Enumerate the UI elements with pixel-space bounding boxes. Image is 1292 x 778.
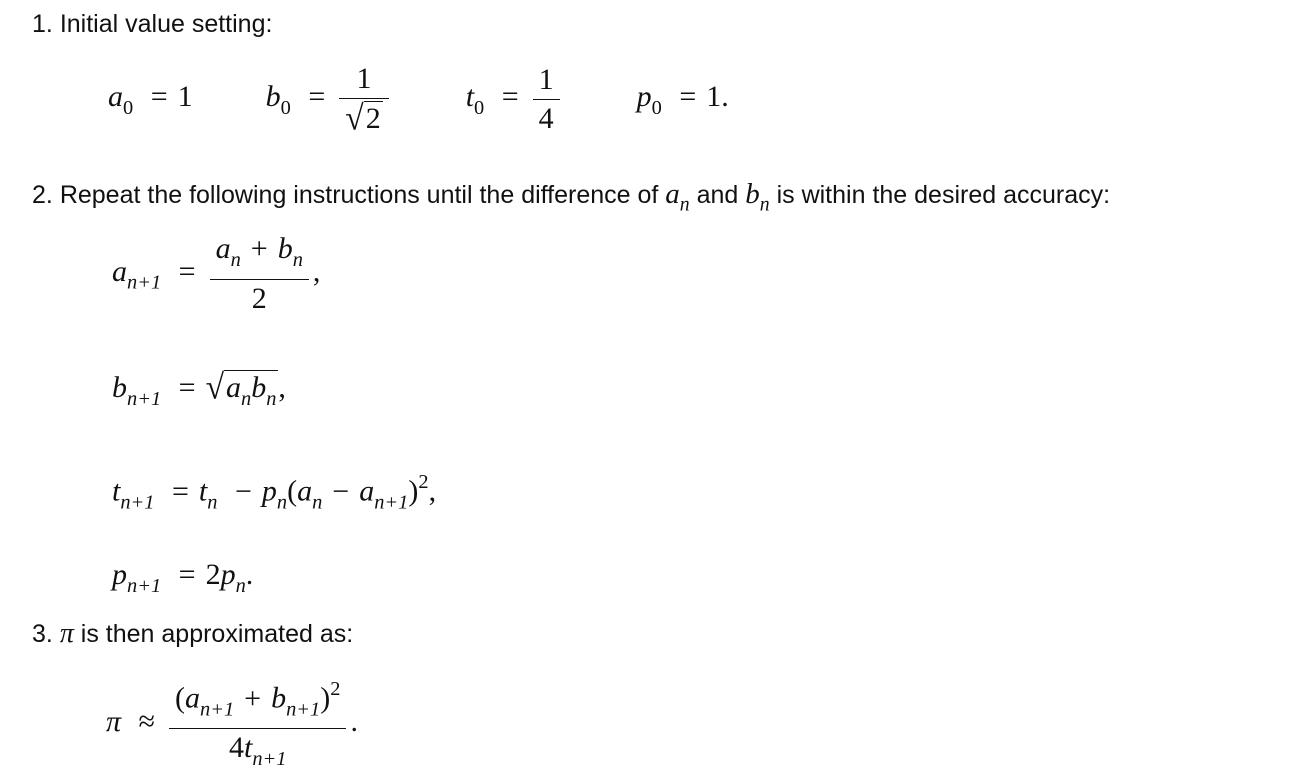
step-text: Initial value setting: [59, 10, 273, 38]
b0-fraction: $\frac{1}{√2}$ [339, 62, 388, 136]
formula-b-next: $b_{n+1} = √a_nb_n$, [112, 370, 286, 417]
a0-value: 1 [177, 80, 193, 114]
b-next-sqrt: $√a_nb_n$ [206, 370, 279, 415]
t0: $t_0$ [465, 80, 485, 119]
initial-values: $a_0 = 1$ $b_0$ = $\frac{1}{√2}$ $t_0$ = $\frac{1}{4}$ $p_0 = 1$. [108, 62, 729, 139]
step-number: 2. [32, 181, 53, 209]
a-next-fraction: $\frac{a_n + b_n}{2}$ [210, 232, 309, 316]
step-3 [32, 618, 353, 650]
formula-a-next: $a_{n+1}$ = $\frac{a_n + b_n}{2}$ , [112, 232, 321, 315]
step-1 [32, 8, 272, 40]
step-number: 1. [32, 10, 53, 38]
step-number: 3. [32, 620, 53, 648]
a0: $a_0$ [108, 80, 134, 119]
step-2: 2. Repeat the following instructions until the difference of $a_n$ and $b_n$ is within the desired accuracy: [32, 178, 1111, 216]
pi-fraction: $\frac{(a_{n+1} + b_{n+1})^2}{4t_{n+1}}$ [169, 672, 346, 776]
formula-t-next: $t_{n+1} = t_n - p_n(a_n - a_{n+1})^2$, [112, 471, 437, 514]
b0: $b_0$ [265, 80, 291, 119]
t0-fraction: $\frac{1}{4}$ [533, 63, 560, 136]
step-text: is then approximated as: [80, 620, 354, 648]
pi-symbol: π [59, 618, 74, 649]
p0: $p_0$ [636, 80, 662, 119]
p0-value: 1. [706, 80, 729, 114]
formula-p-next: $p_{n+1} = 2p_n$. [112, 558, 254, 597]
formula-pi: π ≈ $\frac{(a_{n+1} + b_{n+1})^2}{4t_{n+1}}$ . [106, 672, 358, 776]
step-text: Repeat the following instructions until the difference of [59, 181, 659, 209]
